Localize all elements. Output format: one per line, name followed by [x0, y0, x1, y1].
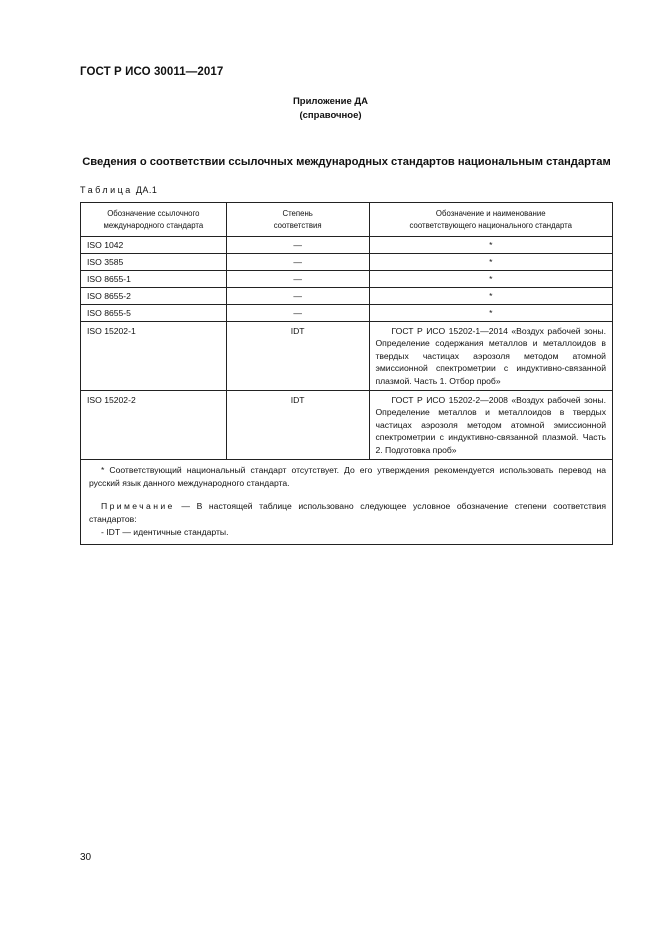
- table-header-row: [81, 203, 613, 237]
- note-label: Примечание: [101, 501, 175, 512]
- cell-ref: ISO 8655-5: [81, 305, 227, 322]
- note-paragraph: [89, 500, 606, 526]
- cell-national-text: ГОСТ Р ИСО 15202-1—2014 «Воздух рабочей зоны. Определение содержания металлов и металлоидов в твердых частицах аэрозоля методом атомной эмиссионной спектрометрии с индуктивно-связанной плазмой. Часть 1. Отбор проб»: [375, 326, 606, 386]
- table-row: [81, 322, 613, 391]
- cell-ref: ISO 8655-1: [81, 271, 227, 288]
- cell-national: *: [369, 254, 613, 271]
- cell-degree: —: [226, 254, 369, 271]
- table-label: [80, 185, 157, 195]
- table-row: [81, 237, 613, 254]
- document-header: ГОСТ Р ИСО 30011—2017: [80, 66, 224, 78]
- note-item: - IDT — идентичные стандарты.: [101, 527, 229, 538]
- page-number: 30: [80, 852, 92, 863]
- header-national-line1: Обозначение и наименование: [435, 208, 546, 218]
- appendix-subtitle: (справочное): [299, 110, 362, 121]
- cell-ref: ISO 3585: [81, 254, 227, 271]
- table-footnote: [81, 460, 613, 545]
- cell-national: *: [369, 237, 613, 254]
- cell-degree: IDT: [226, 391, 369, 460]
- appendix-heading: [0, 95, 661, 123]
- cell-national: [369, 391, 613, 460]
- cell-national-text: ГОСТ Р ИСО 15202-2—2008 «Воздух рабочей зоны. Определение металлов и металлоидов в твердых частицах аэрозоля методом атомной эмиссионной спектрометрии с индуктивно-связанной плазмой. Часть 2. Подготовка проб»: [375, 395, 606, 455]
- header-national-line2: соответствующего национального стандарта: [409, 220, 572, 230]
- header-ref-line1: Обозначение ссылочного: [107, 208, 200, 218]
- header-degree-line1: Степень: [282, 208, 313, 218]
- table-row: [81, 271, 613, 288]
- cell-ref: ISO 1042: [81, 237, 227, 254]
- section-title: Сведения о соответствии ссылочных международных стандартов национальным стандартам: [82, 156, 611, 168]
- cell-degree: IDT: [226, 322, 369, 391]
- cell-national: *: [369, 288, 613, 305]
- cell-degree: —: [226, 271, 369, 288]
- cell-degree: —: [226, 288, 369, 305]
- cell-ref: ISO 15202-1: [81, 322, 227, 391]
- header-degree: [226, 203, 369, 237]
- appendix-title: Приложение ДА: [292, 96, 369, 107]
- header-ref-standard: [81, 203, 227, 237]
- cell-degree: —: [226, 305, 369, 322]
- table-footnote-row: [81, 460, 613, 545]
- header-national-standard: [369, 203, 613, 237]
- table-row: [81, 391, 613, 460]
- table-row: [81, 305, 613, 322]
- cell-ref: ISO 8655-2: [81, 288, 227, 305]
- correspondence-table: [80, 202, 613, 545]
- note-text: — В настоящей таблице использовано следующее условное обозначение степени соответствия стандартов:: [89, 501, 607, 525]
- table-row: [81, 288, 613, 305]
- table-label-number: ДА.1: [135, 185, 158, 195]
- table-row: [81, 254, 613, 271]
- header-degree-line2: соответствия: [273, 220, 322, 230]
- table-label-word: Таблица: [80, 185, 133, 195]
- cell-national: *: [369, 271, 613, 288]
- header-ref-line2: международного стандарта: [103, 220, 204, 230]
- footnote-text: * Соответствующий национальный стандарт отсутствует. До его утверждения рекомендуется использовать перевод на русский язык данного международного стандарта.: [89, 465, 606, 489]
- cell-ref: ISO 15202-2: [81, 391, 227, 460]
- cell-national: *: [369, 305, 613, 322]
- cell-degree: —: [226, 237, 369, 254]
- cell-national: [369, 322, 613, 391]
